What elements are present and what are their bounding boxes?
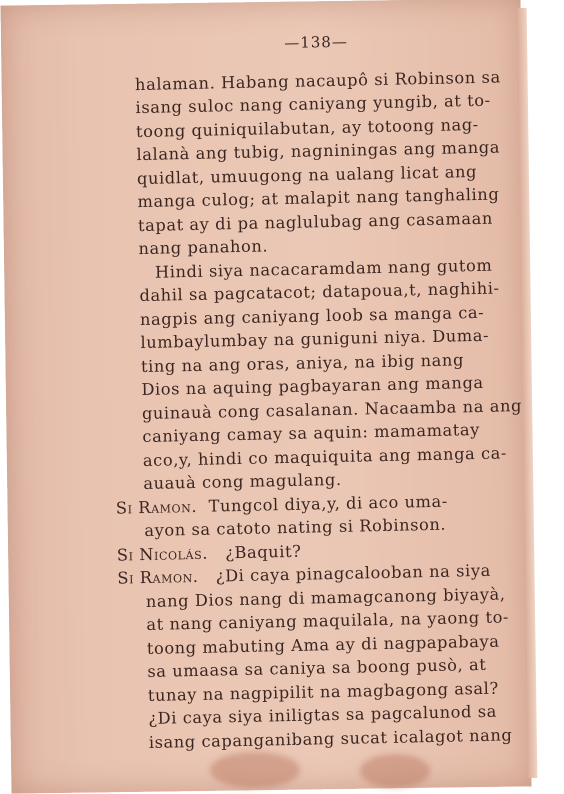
text-line: nang panahon. <box>138 236 269 259</box>
text-line: aco,y, hindi co maquiquita ang manga ca- <box>142 443 508 471</box>
text-line: isang suloc nang caniyang yungib, at to- <box>135 90 491 118</box>
text-line: ayon sa catoto nating si Robinson. <box>144 514 447 541</box>
text-line: toong quiniquilabutan, ay totoong nag- <box>135 114 479 142</box>
text-line: nang Dios nang di mamagcanong biyayà, <box>145 584 506 611</box>
dialogue-line: Si Ramon. Tungcol diya,y, di aco uma- <box>115 491 449 518</box>
text-line: Hindi siya nacacaramdam nang gutom <box>154 255 493 282</box>
text-line: ¿Di caya siya iniligtas sa pagcalunod sa <box>148 701 498 728</box>
text-line: toong mabuting Ama ay di nagpapabaya <box>146 631 500 658</box>
dialogue-line: Si Nicolás. ¿Baquit? <box>116 541 302 565</box>
text-line: guinauà cong casalanan. Nacaamba na ang <box>141 396 523 424</box>
text-line: manga culog; at malapit nang tanghaling <box>137 184 500 212</box>
dialogue-line: Si Ramon. ¿Di caya pinagcalooban na siya <box>117 560 492 588</box>
speaker-name: Si Nicolás. <box>116 543 209 565</box>
speaker-name: Si Ramon. <box>117 566 199 588</box>
text-line: dahil sa pagcatacot; datapoua,t, naghihi- <box>139 278 500 306</box>
text-line: isang capanganibang sucat icalagot nang <box>148 725 513 752</box>
text-line: Dios na aquing pagbayaran ang manga <box>141 372 484 400</box>
text-line: sa umaasa sa caniya sa boong pusò, at <box>147 654 487 681</box>
text-line: lumbaylumbay na guniguni niya. Duma- <box>140 325 490 353</box>
text-line: auauà cong magulang. <box>143 469 342 494</box>
text-line: caniyang camay sa aquin: mamamatay <box>142 419 481 447</box>
text-line: nagpis ang caniyang loob sa manga ca- <box>139 302 485 330</box>
text-line: quidlat, umuugong na ualang licat ang <box>136 161 478 189</box>
page-number: —138— <box>284 32 349 52</box>
text-line: tapat ay di pa naglulubag ang casamaan <box>137 208 494 236</box>
book-text <box>92 25 547 754</box>
bottom-stain-right <box>360 754 430 788</box>
speaker-name: Si Ramon. <box>115 496 198 518</box>
bottom-stain-left <box>210 752 300 788</box>
text-line: at nang caniyang maquilala, na yaong to- <box>146 607 510 634</box>
text-line: halaman. Habang nacaupô si Robinson sa <box>134 67 501 95</box>
text-line: ting na ang oras, aniya, na ibig nang <box>140 350 465 377</box>
text-line: tunay na nagpipilit na magbagong asal? <box>147 678 499 705</box>
text-line: lalanà ang tubig, nagniningas ang manga <box>136 137 501 165</box>
